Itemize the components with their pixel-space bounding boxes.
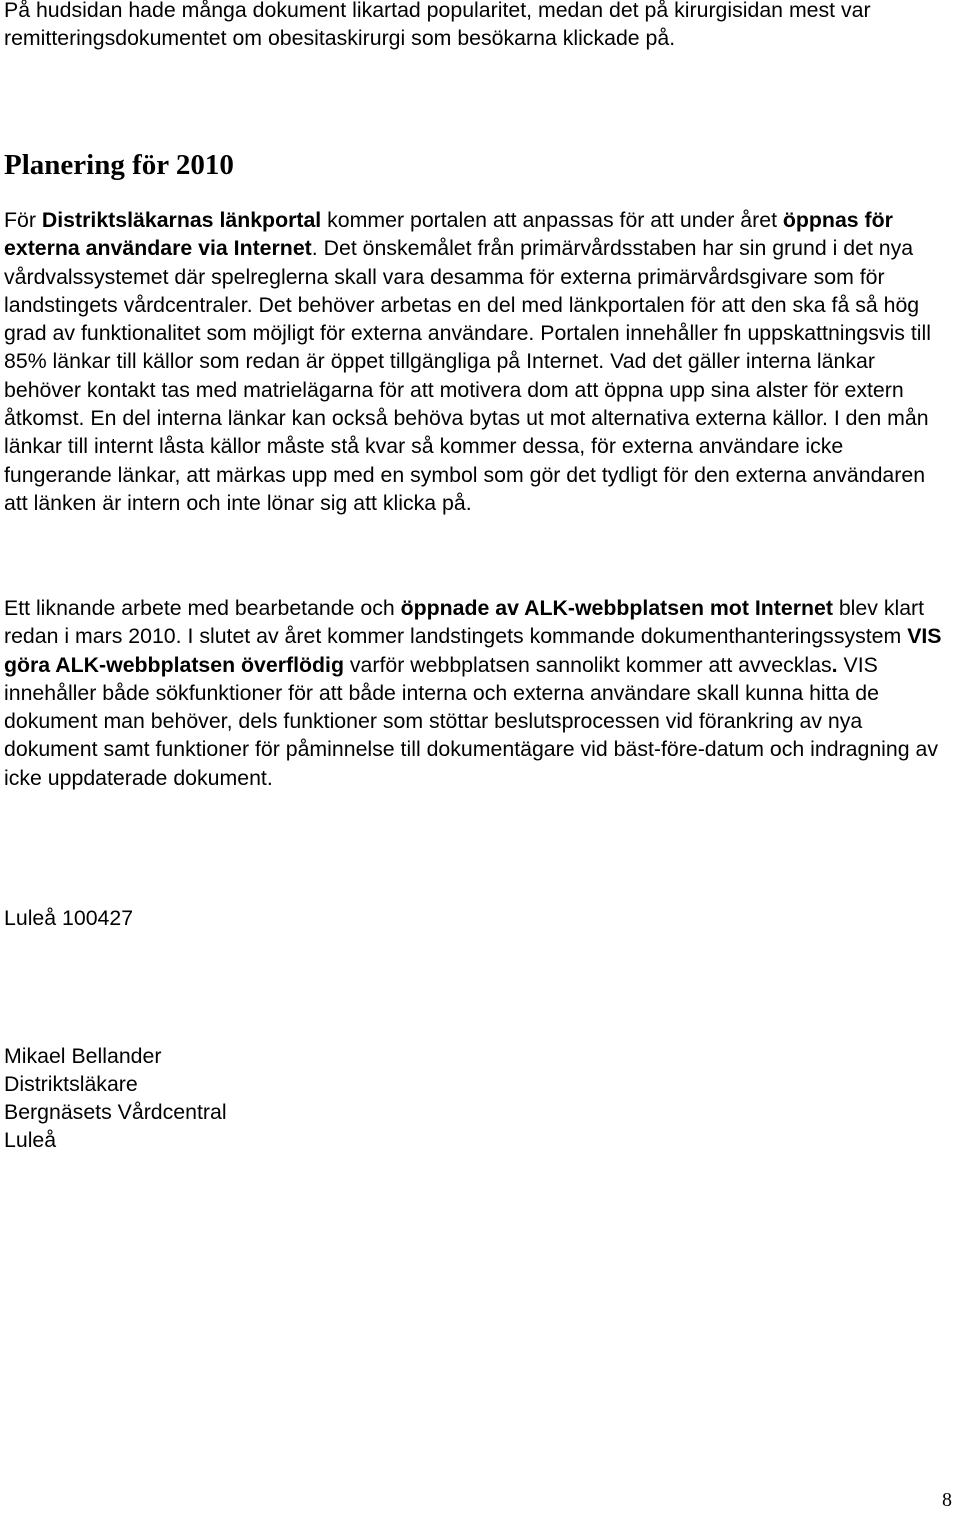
signature-city: Luleå [4, 1128, 57, 1152]
intro-paragraph: På hudsidan hade många dokument likartad popularitet, medan det på kirurgisidan mest var remitteringsdokumentet om obesitaskirurgi som besökarna klickade på. [4, 0, 871, 51]
bold-segment-portal: Distriktsläkarnas länkportal [41, 208, 322, 232]
signature-organization: Bergnäsets Vårdcentral [4, 1100, 227, 1124]
signature-date: Luleå 100427 [4, 906, 134, 930]
text-segment: . Det önskemålet från primärvårdsstaben har sin grund i det nya vårdvalssystemet där spelreglerna skall vara desamma för externa primärvårdsgivare som för landstingets vårdcentraler. Det behöver arbetas en del med länkportalen för att den ska få så hög grad av funktionalitet som möjligt för externa användare. Portalen innehåller fn uppskattningsvis till 85% länkar till källor som redan är öppet tillgängliga på Internet. Vad det gäller interna länkar behöver kontakt tas med matrielägarna för att motivera dom att öppna upp sina alster för extern åtkomst. En del interna länkar kan också behöva bytas ut mot alternativa externa källor. I den mån länkar till internt låsta källor måste stå kvar så kommer dessa, för externa användare icke fungerande länkar, att märkas upp med en symbol som gör det tydligt för den externa användaren att länken är intern och inte lönar sig att klicka på. [4, 236, 931, 515]
text-segment: För [4, 208, 42, 232]
signature-name: Mikael Bellander [4, 1044, 162, 1068]
page-number: 8 [942, 1489, 952, 1511]
signature-title: Distriktsläkare [4, 1072, 138, 1096]
text-segment: blev klart redan i mars 2010. I slutet av året kommer landstingets kommande dokumenthanteringssystem [4, 596, 925, 649]
text-segment: VIS innehåller både sökfunktioner för att både interna och externa användare skall kunna hitta de dokument man behöver, dels funktioner som stöttar beslutsprocessen vid förankring av nya dokument samt funktioner för påminnelse till dokumentägare vid bäst-före-datum och indragning av icke uppdaterade dokument. [4, 652, 939, 790]
text-segment: Ett liknande arbete med bearbetande och [4, 596, 401, 620]
bold-segment-external-access: öppnas för externa användare via Internet [4, 208, 893, 261]
bold-segment-alk-opening: öppnade av ALK-webbplatsen mot Internet [400, 596, 833, 620]
text-segment: kommer portalen att anpassas för att under året [321, 208, 783, 232]
bold-segment-vis: VIS göra ALK-webbplatsen överflödig [4, 624, 942, 677]
alk-website-paragraph [4, 594, 954, 792]
bold-segment-period: . [831, 652, 838, 677]
portal-planning-paragraph [4, 206, 954, 517]
text-segment: varför webbplatsen sannolikt kommer att avvecklas [343, 652, 832, 677]
section-heading: Planering för 2010 [4, 149, 234, 181]
